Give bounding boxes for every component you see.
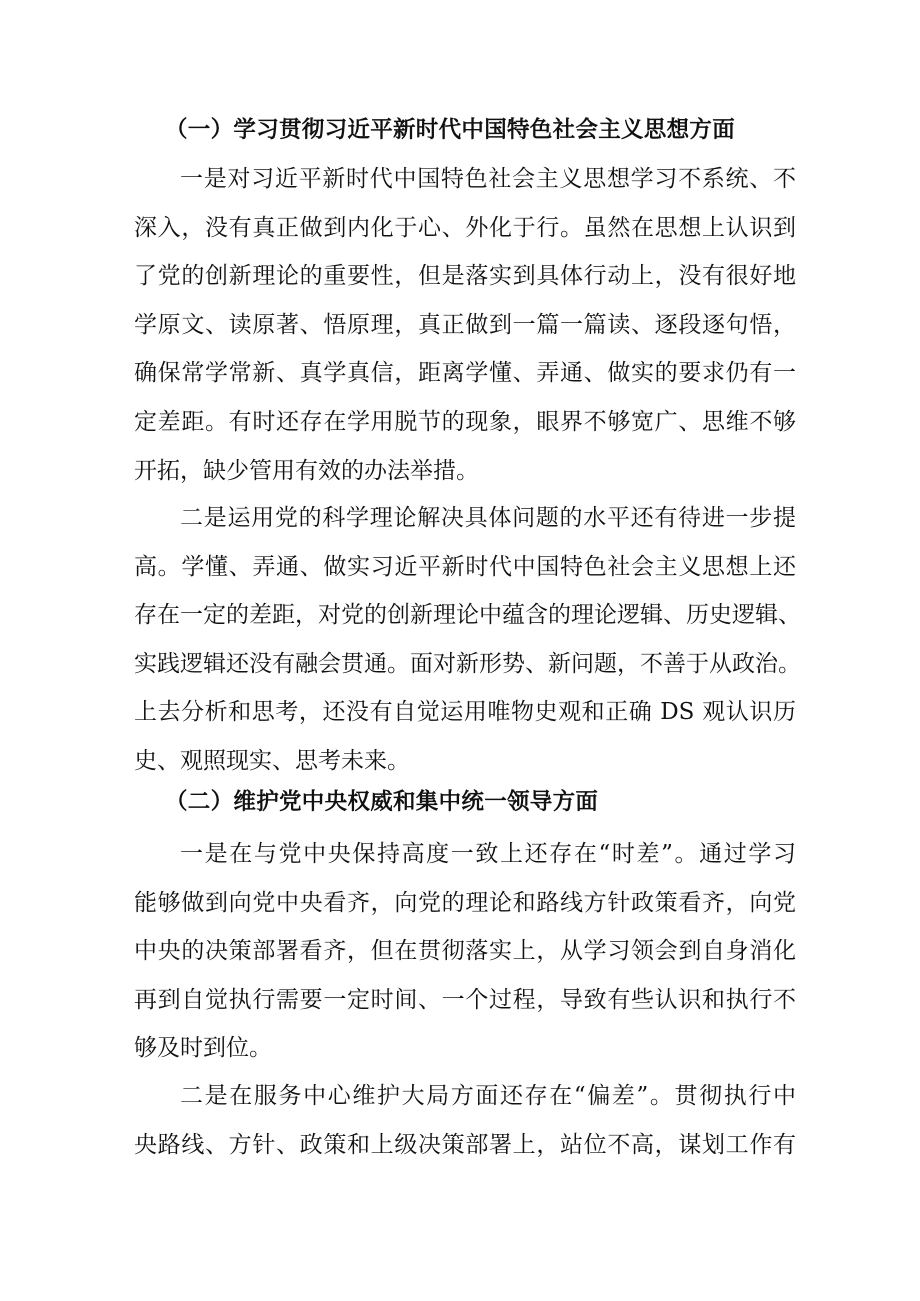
paragraph-2-2 [134,1072,796,1169]
section-heading-1: （一）学习贯彻习近平新时代中国特色社会主义思想方面 [165,117,736,143]
text-line: 二是运用党的科学理论解决具体问题的水平还有待进一步提 [180,505,796,531]
text-line: 定差距。有时还存在学用脱节的现象，眼界不够宽广、思维不够 [134,408,796,435]
text-line: 能够做到向党中央看齐，向党的理论和路线方针政策看齐，向党 [134,889,796,916]
text-line: 了党的创新理论的重要性，但是落实到具体行动上，没有很好地 [134,263,796,290]
text-line: 开拓，缺少管用有效的办法举措。 [134,457,479,484]
text-line: 史、观照现实、思考未来。 [134,747,410,774]
text-line: 一是在与党中央保持高度一致上还存在“时差”。通过学习 [180,841,796,867]
text-line: 确保常学常新、真学真信，距离学懂、弄通、做实的要求仍有一 [134,360,796,387]
paragraph-2-1 [134,830,796,1073]
text-line: 够及时到位。 [134,1035,272,1062]
section-heading-2: （二）维护党中央权威和集中统一领导方面 [165,789,599,815]
paragraph-1-1 [134,155,796,495]
text-line: 二是在服务中心维护大局方面还存在“偏差”。贯彻执行中 [180,1083,796,1109]
text-line: 高。学懂、弄通、做实习近平新时代中国特色社会主义思想上还 [134,553,796,580]
text-line: 存在一定的差距，对党的创新理论中蕴含的理论逻辑、历史逻辑、 [134,602,801,629]
text-line: 学原文、读原著、悟原理，真正做到一篇一篇读、逐段逐句悟， [134,311,796,338]
text-line: 深入，没有真正做到内化于心、外化于行。虽然在思想上认识到 [134,214,796,241]
paragraph-1-2 [134,494,801,786]
text-line: 实践逻辑还没有融会贯通。面对新形势、新问题，不善于从政治。 [134,650,801,677]
text-line: 上去分析和思考，还没有自觉运用唯物史观和正确 DS 观认识历 [134,699,796,726]
text-line: 央路线、方针、政策和上级决策部署上，站位不高，谋划工作有 [134,1131,796,1158]
text-line: 一是对习近平新时代中国特色社会主义思想学习不系统、不 [180,166,796,192]
text-line: 再到自觉执行需要一定时间、一个过程，导致有些认识和执行不 [134,986,796,1013]
text-line: 中央的决策部署看齐，但在贯彻落实上，从学习领会到自身消化 [134,938,796,965]
